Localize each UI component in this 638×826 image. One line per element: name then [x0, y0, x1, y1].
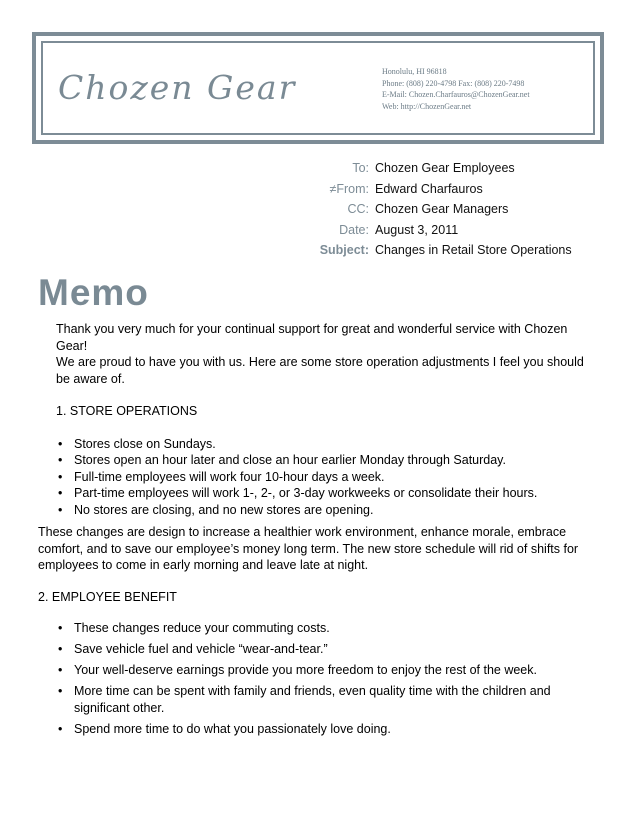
- meta-label: Subject:: [319, 243, 369, 257]
- contact-phone: Phone: (808) 220-4798 Fax: (808) 220-7498: [382, 78, 525, 88]
- meta-value: Edward Charfauros: [375, 181, 483, 196]
- list-item: • Full-time employees will work four 10-hour days a week.: [0, 469, 638, 486]
- section-2-heading: 2. EMPLOYEE BENEFIT: [38, 589, 177, 604]
- summary-paragraph: These changes are design to increase a healthier work environment, enhance morale, embrace comfort, and to save our employee’s money long term. The new store schedule will rid of shifts for employees to come in early morning and leave late at night.: [38, 525, 579, 572]
- list-item: • Part-time employees will work 1-, 2-, or 3-day workweeks or consolidate their hours.: [0, 485, 638, 502]
- meta-row-from: [300, 179, 610, 200]
- memo-header: [300, 158, 610, 261]
- intro-paragraph-1: Thank you very much for your continual support for great and wonderful service with Chozen Gear!: [56, 322, 568, 353]
- contact-address: Honolulu, HI 96818: [382, 67, 447, 76]
- memo-title: Memo: [38, 272, 149, 313]
- meta-label: Date:: [339, 222, 369, 237]
- list-item: • These changes reduce your commuting costs.: [0, 620, 638, 637]
- meta-row-cc: [300, 199, 610, 220]
- meta-label: ≠From:: [329, 181, 369, 196]
- meta-value: Chozen Gear Managers: [375, 202, 509, 216]
- intro-paragraph-2: We are proud to have you with us. Here are some store operation adjustments I feel you should be aware of.: [56, 355, 584, 386]
- meta-value: August 3, 2011: [375, 222, 459, 237]
- meta-row-subject: [300, 240, 610, 261]
- list-item: • More time can be spent with family and friends, even quality time with the children and significant other.: [0, 683, 638, 717]
- list-item: • No stores are closing, and no new stores are opening.: [0, 502, 638, 519]
- meta-row-to: [300, 158, 610, 179]
- contact-email: E-Mail: Chozen.Charfauros@ChozenGear.net: [382, 90, 530, 99]
- contact-web: Web: http://ChozenGear.net: [382, 101, 472, 111]
- company-logo: Chozen Gear: [58, 68, 297, 107]
- contact-info: [382, 66, 598, 112]
- list-item: • Save vehicle fuel and vehicle “wear-and-tear.”: [0, 641, 638, 658]
- list-item: • Stores open an hour later and close an hour earlier Monday through Saturday.: [0, 452, 638, 469]
- list-item: • Spend more time to do what you passionately love doing.: [0, 721, 638, 738]
- meta-value: Chozen Gear Employees: [375, 161, 515, 175]
- list-item: • Stores close on Sundays.: [0, 436, 638, 453]
- store-operations-list: [0, 436, 638, 519]
- section-1-heading: 1. STORE OPERATIONS: [56, 404, 198, 418]
- meta-value: Changes in Retail Store Operations: [375, 243, 572, 257]
- employee-benefit-list: [0, 620, 638, 738]
- meta-label: To:: [352, 161, 369, 175]
- meta-label: CC:: [347, 202, 369, 216]
- list-item: • Your well-deserve earnings provide you more freedom to enjoy the rest of the week.: [0, 662, 638, 679]
- meta-row-date: [300, 220, 610, 241]
- memo-body: [0, 321, 638, 738]
